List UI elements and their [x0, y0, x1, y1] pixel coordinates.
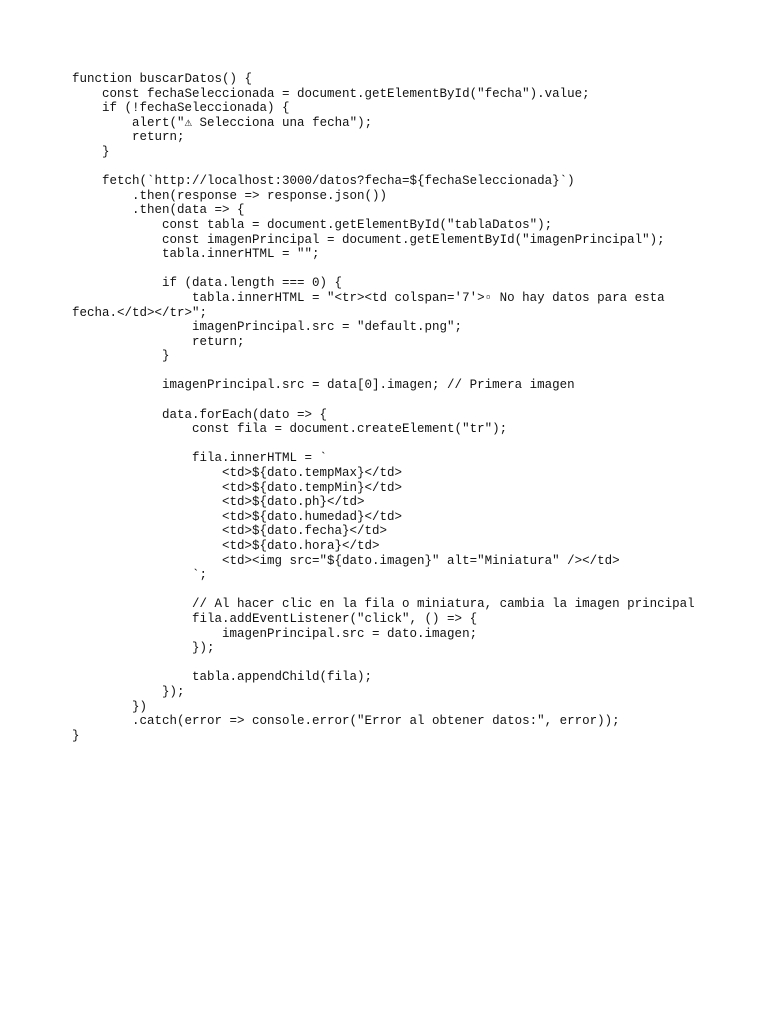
code-line: const tabla = document.getElementById("tablaDatos"); [72, 217, 553, 232]
code-line: function buscarDatos() { [72, 72, 253, 86]
code-line: }) [72, 699, 148, 714]
code-line: alert("⚠ Selecciona una fecha"); [72, 115, 373, 130]
code-line: } [72, 349, 170, 364]
code-line: .then(data => { [72, 203, 245, 218]
code-line: } [72, 144, 110, 159]
code-line: return; [72, 334, 245, 349]
code-line: }); [72, 641, 215, 656]
code-line: .then(response => response.json()) [72, 188, 388, 203]
code-line: <td>${dato.humedad}</td> [72, 509, 403, 524]
code-line: tabla.innerHTML = ""; [72, 247, 320, 262]
code-line: tabla.appendChild(fila); [72, 670, 373, 685]
code-line: data.forEach(dato => { [72, 407, 328, 422]
code-line: `; [72, 568, 208, 583]
code-line: fila.addEventListener("click", () => { [72, 611, 478, 626]
code-line: imagenPrincipal.src = data[0].imagen; // Primera imagen [72, 378, 575, 393]
code-line [72, 393, 712, 408]
code-line: fetch(`http://localhost:3000/datos?fecha=${fechaSeleccionada}`) [72, 174, 575, 189]
code-line: .catch(error => console.error("Error al obtener datos:", error)); [72, 714, 620, 729]
code-line: <td>${dato.hora}</td> [72, 539, 380, 553]
code-line: if (data.length === 0) { [72, 276, 343, 291]
code-line: const fila = document.createElement("tr"); [72, 422, 508, 437]
code-line: <td><img src="${dato.imagen}" alt="Miniatura" /></td> [72, 553, 620, 568]
code-line: tabla.innerHTML = "<tr><td colspan='7'>▫ No hay datos para esta [72, 290, 665, 305]
code-line: fecha.</td></tr>"; [72, 305, 208, 320]
code-line: }); [72, 684, 185, 699]
code-line: imagenPrincipal.src = "default.png"; [72, 320, 463, 335]
code-line: return; [72, 130, 185, 145]
code-line: } [72, 728, 80, 743]
code-line [72, 583, 712, 598]
code-line: <td>${dato.tempMin}</td> [72, 480, 403, 495]
code-line: <td>${dato.tempMax}</td> [72, 466, 403, 481]
code-line [72, 262, 712, 277]
code-line [72, 160, 712, 175]
code-line: if (!fechaSeleccionada) { [72, 101, 290, 116]
code-block [72, 72, 712, 743]
code-line: <td>${dato.ph}</td> [72, 495, 365, 510]
code-line: const imagenPrincipal = document.getElementById("imagenPrincipal"); [72, 232, 665, 247]
code-line: <td>${dato.fecha}</td> [72, 524, 388, 539]
code-line: fila.innerHTML = ` [72, 451, 328, 466]
code-line: // Al hacer clic en la fila o miniatura, cambia la imagen principal [72, 597, 695, 612]
code-line [72, 364, 712, 379]
code-line [72, 656, 712, 671]
code-line: imagenPrincipal.src = dato.imagen; [72, 626, 478, 641]
code-line [72, 437, 712, 452]
code-line: const fechaSeleccionada = document.getElementById("fecha").value; [72, 86, 590, 101]
